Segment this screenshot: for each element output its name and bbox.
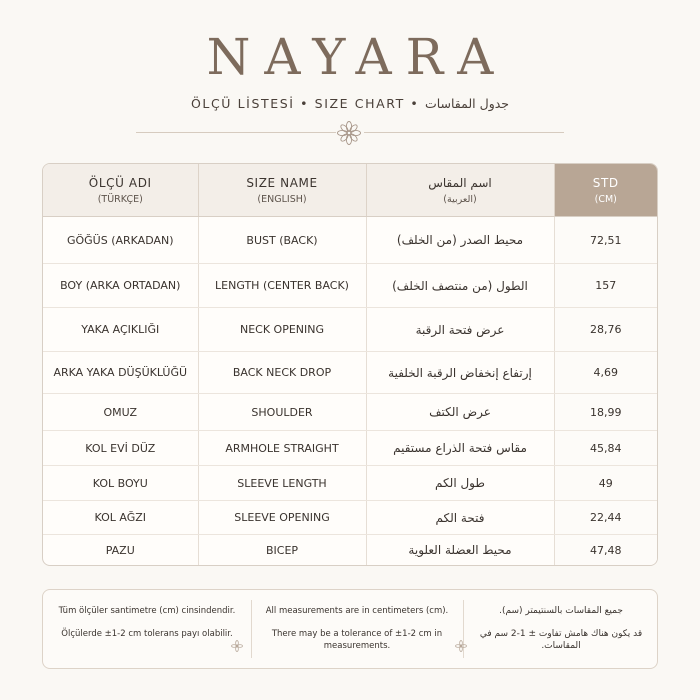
cell-value: 22,44	[554, 501, 657, 535]
small-flower-icon	[455, 640, 467, 652]
table-row	[43, 352, 657, 394]
cell-arabic: فتحة الكم	[366, 501, 554, 535]
note-arabic	[463, 590, 659, 668]
header-turkish-label: ÖLÇÜ ADI	[88, 175, 152, 190]
cell-arabic: عرض فتحة الرقبة	[366, 308, 554, 352]
note-english-line2: There may be a tolerance of ±1-2 cm in measurements.	[271, 629, 443, 651]
divider-left	[136, 132, 336, 133]
table-row	[43, 217, 657, 264]
cell-turkish: ARKA YAKA DÜŞÜKLÜĞÜ	[43, 352, 198, 394]
header-arabic	[366, 164, 554, 217]
header-english	[198, 164, 366, 217]
cell-english: SLEEVE LENGTH	[198, 466, 366, 501]
cell-english: SLEEVE OPENING	[198, 501, 366, 535]
cell-value: 72,51	[554, 217, 657, 264]
cell-arabic: إرتفاع إنخفاض الرقبة الخلفية	[366, 352, 554, 394]
cell-arabic: محيط العضلة العلوية	[366, 535, 554, 566]
cell-value: 18,99	[554, 394, 657, 431]
cell-english: SHOULDER	[198, 394, 366, 431]
header-arabic-label: اسم المقاس	[428, 175, 492, 190]
cell-turkish: OMUZ	[43, 394, 198, 431]
header-std	[554, 164, 657, 217]
table-row	[43, 535, 657, 566]
cell-value: 157	[554, 264, 657, 308]
header-turkish-sub: (TÜRKÇE)	[97, 193, 143, 205]
cell-value: 4,69	[554, 352, 657, 394]
cell-turkish: YAKA AÇIKLIĞI	[43, 308, 198, 352]
cell-english: BICEP	[198, 535, 366, 566]
header-arabic-sub: (العربية)	[443, 193, 477, 205]
cell-value: 47,48	[554, 535, 657, 566]
cell-arabic: محيط الصدر (من الخلف)	[366, 217, 554, 264]
cell-value: 49	[554, 466, 657, 501]
header-english-sub: (ENGLISH)	[257, 193, 307, 205]
table-row	[43, 466, 657, 501]
size-chart-table	[43, 164, 657, 566]
header-std-label: STD	[592, 175, 619, 190]
small-flower-icon	[231, 640, 243, 652]
cell-arabic: عرض الكتف	[366, 394, 554, 431]
flower-ornament-icon	[336, 120, 362, 146]
cell-english: ARMHOLE STRAIGHT	[198, 431, 366, 466]
table-row	[43, 394, 657, 431]
table-row	[43, 501, 657, 535]
table-row	[43, 264, 657, 308]
note-turkish-line2: Ölçülerde ±1-2 cm tolerans payı olabilir.	[61, 629, 233, 639]
cell-value: 45,84	[554, 431, 657, 466]
cell-turkish: BOY (ARKA ORTADAN)	[43, 264, 198, 308]
measurement-notes-card	[42, 589, 658, 669]
cell-turkish: KOL AĞZI	[43, 501, 198, 535]
cell-turkish: KOL EVİ DÜZ	[43, 431, 198, 466]
cell-value: 28,76	[554, 308, 657, 352]
note-english-line1: All measurements are in centimeters (cm).	[265, 606, 449, 616]
cell-english: BACK NECK DROP	[198, 352, 366, 394]
cell-arabic: مقاس فتحة الذراع مستقيم	[366, 431, 554, 466]
cell-english: BUST (BACK)	[198, 217, 366, 264]
brand-title: NAYARA	[206, 28, 508, 86]
note-turkish	[43, 590, 251, 668]
table-row	[43, 431, 657, 466]
table-row	[43, 308, 657, 352]
header-turkish	[43, 164, 198, 217]
cell-turkish: KOL BOYU	[43, 466, 198, 501]
cell-arabic: الطول (من منتصف الخلف)	[366, 264, 554, 308]
note-arabic-line2: قد يكون هناك هامش تفاوت ± 1-2 سم في المقاسات.	[479, 629, 643, 651]
divider-right	[364, 132, 564, 133]
cell-english: NECK OPENING	[198, 308, 366, 352]
cell-turkish: PAZU	[43, 535, 198, 566]
header-english-label: SIZE NAME	[246, 175, 318, 190]
cell-english: LENGTH (CENTER BACK)	[198, 264, 366, 308]
note-arabic-line1: جميع المقاسات بالسنتيمتر (سم).	[499, 606, 623, 616]
note-turkish-line1: Tüm ölçüler santimetre (cm) cinsindendir.	[58, 606, 236, 616]
page-subtitle: ÖLÇÜ LİSTESİ • SIZE CHART • جدول المقاسات	[190, 96, 510, 111]
header-std-sub: (CM)	[594, 193, 617, 205]
note-english	[251, 590, 463, 668]
table-header-row	[43, 164, 657, 217]
cell-arabic: طول الكم	[366, 466, 554, 501]
size-chart-table-card	[42, 163, 658, 566]
cell-turkish: GÖĞÜS (ARKADAN)	[43, 217, 198, 264]
